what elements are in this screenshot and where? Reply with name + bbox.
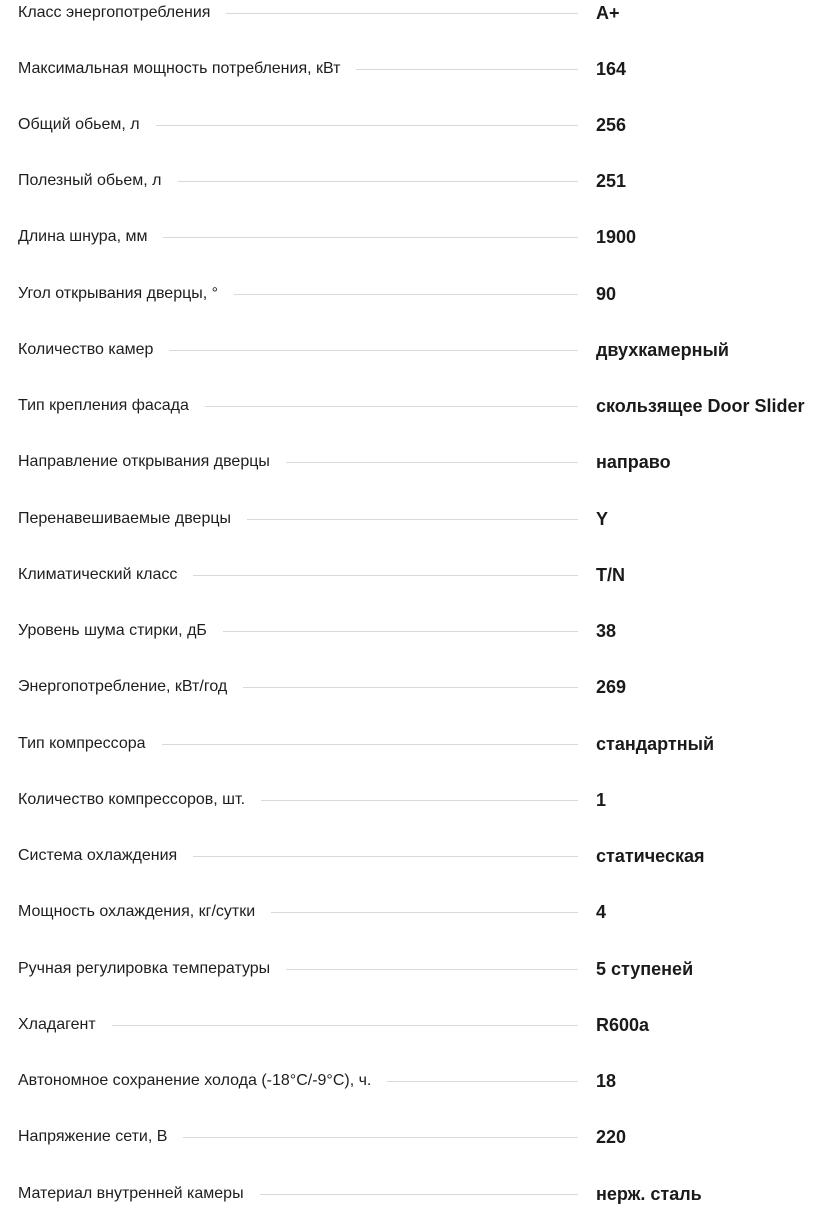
spec-row (18, 675, 817, 699)
spec-label: Энергопотребление, кВт/год (18, 678, 228, 695)
spec-row (18, 57, 817, 81)
spec-row (18, 338, 817, 362)
spec-label: Ручная регулировка температуры (18, 960, 271, 977)
leader-line (271, 912, 578, 913)
spec-label: Материал внутренней камеры (18, 1185, 244, 1202)
spec-row (18, 169, 817, 193)
spec-row (18, 507, 817, 531)
leader-line (247, 519, 578, 520)
spec-label: Напряжение сети, В (18, 1128, 168, 1145)
spec-label: Уровень шума стирки, дБ (18, 622, 207, 639)
leader-line (226, 13, 578, 14)
spec-row (18, 394, 817, 418)
spec-row (18, 1069, 817, 1093)
spec-row (18, 1013, 817, 1037)
spec-value: 251 (596, 170, 627, 191)
spec-value: 90 (596, 283, 617, 304)
spec-label: Мощность охлаждения, кг/сутки (18, 903, 256, 920)
spec-label: Тип компрессора (18, 735, 146, 752)
leader-line (162, 744, 578, 745)
spec-value: 220 (596, 1126, 627, 1147)
spec-label: Хладагент (18, 1016, 96, 1033)
spec-row (18, 844, 817, 868)
spec-value: 164 (596, 58, 627, 79)
leader-line (169, 350, 578, 351)
spec-label: Автономное сохранение холода (-18°C/-9°C), ч. (18, 1072, 372, 1089)
spec-label: Перенавешиваемые дверцы (18, 510, 231, 527)
spec-value: R600a (596, 1014, 650, 1035)
leader-line (261, 800, 578, 801)
spec-value: 269 (596, 676, 627, 697)
spec-value: A+ (596, 2, 620, 23)
spec-value: 4 (596, 901, 607, 922)
spec-label: Класс энергопотребления (18, 4, 211, 21)
spec-row (18, 1125, 817, 1149)
spec-label: Тип крепления фасада (18, 397, 189, 414)
leader-line (234, 294, 578, 295)
leader-line (356, 69, 578, 70)
spec-row (18, 900, 817, 924)
leader-line (260, 1194, 578, 1195)
spec-label: Климатический класс (18, 566, 178, 583)
spec-row (18, 1, 817, 25)
spec-row (18, 788, 817, 812)
spec-row (18, 225, 817, 249)
spec-value: стандартный (596, 733, 715, 754)
spec-value: скользящее Door Slider (596, 395, 805, 416)
spec-value: 18 (596, 1070, 617, 1091)
spec-value: статическая (596, 845, 705, 866)
spec-value: 5 ступеней (596, 958, 694, 979)
spec-value: 256 (596, 114, 627, 135)
spec-label: Система охлаждения (18, 847, 178, 864)
spec-row (18, 563, 817, 587)
spec-label: Общий обьем, л (18, 116, 140, 133)
spec-value: Y (596, 508, 609, 529)
spec-label: Направление открывания дверцы (18, 453, 270, 470)
spec-row (18, 113, 817, 137)
spec-value: 38 (596, 620, 617, 641)
leader-line (163, 237, 578, 238)
spec-row (18, 450, 817, 474)
spec-label: Длина шнура, мм (18, 228, 148, 245)
leader-line (205, 406, 578, 407)
leader-line (387, 1081, 578, 1082)
leader-line (223, 631, 578, 632)
spec-value: T/N (596, 564, 625, 585)
spec-value: направо (596, 451, 671, 472)
spec-label: Угол открывания дверцы, ° (18, 285, 219, 302)
leader-line (193, 856, 578, 857)
spec-label: Максимальная мощность потребления, кВт (18, 60, 341, 77)
leader-line (286, 969, 578, 970)
leader-line (193, 575, 578, 576)
leader-line (183, 1137, 578, 1138)
spec-row (18, 957, 817, 981)
spec-label: Полезный обьем, л (18, 172, 162, 189)
spec-row (18, 1182, 817, 1206)
leader-line (156, 125, 578, 126)
leader-line (112, 1025, 578, 1026)
spec-value: 1900 (596, 226, 637, 247)
spec-value: двухкамерный (596, 339, 729, 360)
leader-line (178, 181, 578, 182)
spec-row (18, 282, 817, 306)
spec-row (18, 619, 817, 643)
spec-label: Количество компрессоров, шт. (18, 791, 246, 808)
spec-value: нерж. сталь (596, 1183, 702, 1204)
spec-label: Количество камер (18, 341, 154, 358)
spec-row (18, 732, 817, 756)
leader-line (286, 462, 578, 463)
leader-line (243, 687, 578, 688)
spec-value: 1 (596, 789, 607, 810)
